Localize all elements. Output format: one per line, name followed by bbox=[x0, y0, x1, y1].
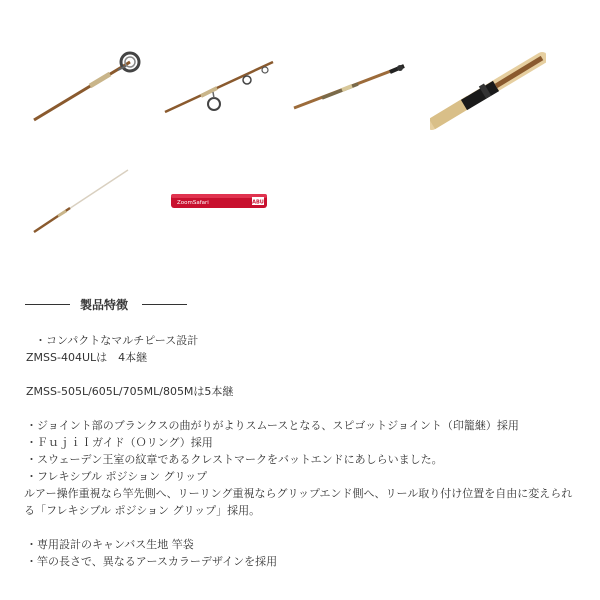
rod-tip-photo[interactable] bbox=[30, 160, 146, 256]
case-badge-text: ABU bbox=[252, 199, 264, 206]
section-divider-left bbox=[25, 304, 70, 305]
section-title: 製品特徴 bbox=[80, 298, 129, 312]
feature-fuji: ・ＦｕｊｉＩガイド（Ｏリング）採用 bbox=[26, 436, 213, 449]
rod-guide-closeup-photo[interactable] bbox=[30, 40, 146, 136]
section-divider-right bbox=[142, 304, 187, 305]
rod-guides-photo[interactable] bbox=[161, 40, 277, 136]
feature-model-b: ZMSS-505L/605L/705ML/805Mは5本継 bbox=[26, 385, 234, 398]
rod-handle-grip-image bbox=[430, 40, 546, 136]
rod-ferrule-photo[interactable] bbox=[292, 40, 408, 136]
feature-grip: ・フレキシブル ポジション グリップ bbox=[26, 470, 208, 483]
section-header bbox=[25, 294, 190, 314]
feature-color: ・竿の長さで、異なるアースカラーデザインを採用 bbox=[26, 555, 278, 568]
feature-grip-description: ルアー操作重視なら竿先側へ、リーリング重視ならグリップエンド側へ、リール取り付け位置を自由に変えられる「フレキシブル ポジション グリップ」採用。 bbox=[24, 487, 573, 517]
feature-crest: ・スウェーデン王室の紋章であるクレストマークをバットエンドにあしらいました。 bbox=[26, 453, 443, 466]
rod-tip-image bbox=[30, 160, 146, 256]
rod-case-image bbox=[161, 160, 277, 256]
feature-joint: ・ジョイント部のブランクスの曲がりがよりスムースとなる、スピゴットジョイント（印籠継）採用 bbox=[26, 419, 519, 432]
feature-bag: ・専用設計のキャンバス生地 竿袋 bbox=[26, 538, 194, 551]
feature-compact: ・コンパクトなマルチピース設計 bbox=[35, 334, 199, 347]
feature-model-a: ZMSS-404ULは 4本継 bbox=[26, 351, 148, 364]
rod-case-photo[interactable] bbox=[161, 160, 277, 256]
rod-guide-closeup-image bbox=[30, 40, 146, 136]
feature-list bbox=[26, 332, 582, 570]
rod-ferrule-image bbox=[292, 40, 408, 136]
case-label-text: ZoomSafari bbox=[177, 200, 209, 206]
rod-guides-image bbox=[161, 40, 277, 136]
product-image-gallery bbox=[30, 40, 570, 250]
rod-handle-grip-photo[interactable] bbox=[430, 40, 546, 136]
